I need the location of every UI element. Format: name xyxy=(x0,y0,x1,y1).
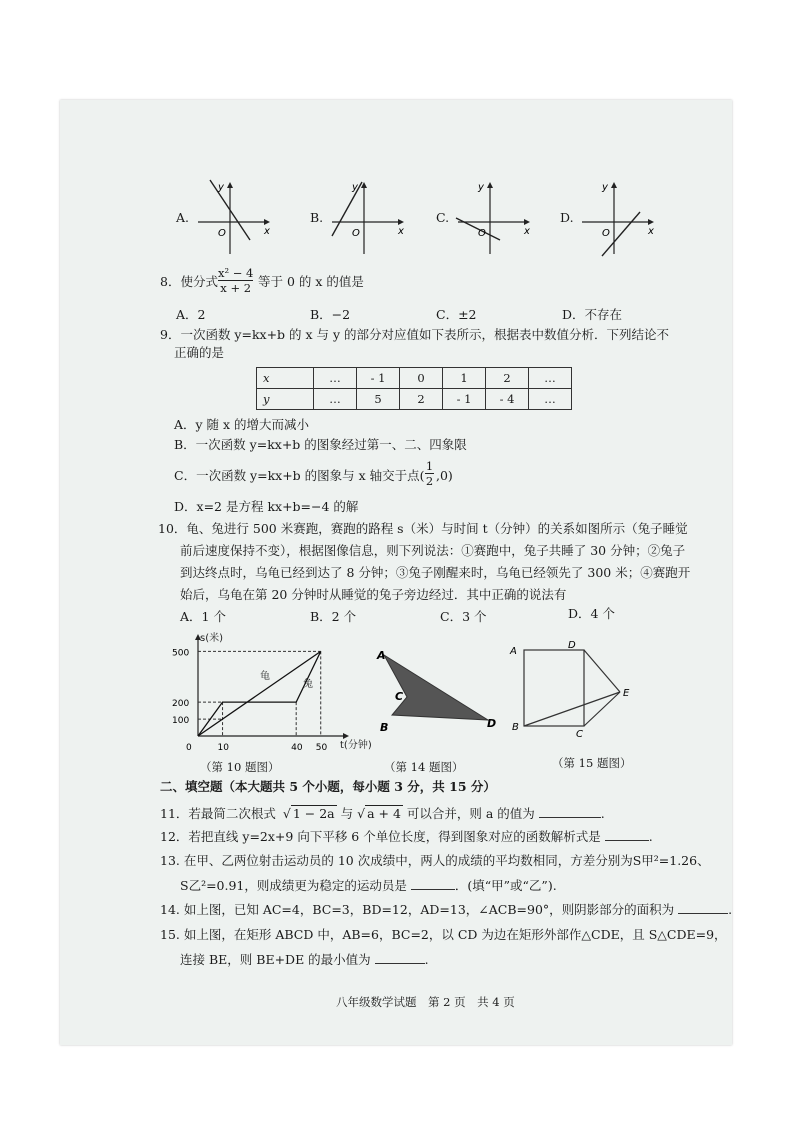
q10-stem-line3: 到达终点时，乌龟已经到达了 8 分钟；③兔子刚醒来时，乌龟已经领先了 300 米；④赛跑开 xyxy=(180,565,691,580)
table-cell: 1 xyxy=(443,368,486,389)
fig10-tortoise-label: 龟 xyxy=(260,671,270,682)
q12-answer-blank xyxy=(605,840,649,841)
y-axis-label: y xyxy=(478,182,484,193)
q15-line2-text: 连接 BE，则 BE+DE 的最小值为 xyxy=(180,952,371,967)
fraction-denominator: 2 xyxy=(425,474,434,488)
q14-text: 14. 如上图，已知 AC=4，BC=3，BD=12，AD=13，∠ACB=90°，则阴影部分的面积为 xyxy=(160,902,675,917)
fig15-label-e: E xyxy=(623,688,630,699)
table-cell: 5 xyxy=(357,389,400,410)
q14-answer-blank xyxy=(678,913,728,914)
q8-option-d: D．不存在 xyxy=(562,307,623,322)
q13-line2-end: ．(填“甲”或“乙”). xyxy=(454,878,557,893)
y-axis-label: y xyxy=(602,182,608,193)
fig10-y-tick-label: 100 xyxy=(172,716,190,727)
q15-answer-blank xyxy=(375,963,425,964)
q12-text: 12．若把直线 y=2x+9 向下平移 6 个单位长度，得到图象对应的函数解析式是 xyxy=(160,829,601,844)
q13-stem-line1: 13. 在甲、乙两位射击运动员的 10 次成绩中，两人的成绩的平均数相同，方差分别为S甲²=1.26、 xyxy=(160,853,710,868)
table-cell: - 1 xyxy=(443,389,486,410)
q15-end: . xyxy=(424,952,429,967)
table-cell: … xyxy=(529,389,572,410)
q7-option-c-graph xyxy=(454,178,534,258)
table-cell: 2 xyxy=(486,368,529,389)
q11-middle: 与 xyxy=(340,806,354,821)
fig14-diagram xyxy=(372,645,502,745)
q7-option-a-label: A. xyxy=(176,210,190,225)
fraction-numerator: 1 xyxy=(425,459,434,473)
q11-stem xyxy=(160,806,605,822)
y-axis-arrow-icon xyxy=(487,182,493,188)
table-cell: - 1 xyxy=(357,368,400,389)
fig15-segment-de xyxy=(584,650,620,692)
q8-fraction xyxy=(218,266,253,295)
fig14-label-d: D xyxy=(487,717,497,730)
q12-end: . xyxy=(648,829,653,844)
q15-stem-line2 xyxy=(180,952,429,968)
table-row xyxy=(257,389,572,410)
q7-option-c-label: C. xyxy=(436,210,450,225)
table-cell: … xyxy=(314,368,357,389)
q7-option-d-graph xyxy=(578,178,658,258)
q10-stem-line4: 始后，乌龟在第 20 分钟时从睡觉的兔子旁边经过．其中正确的说法有 xyxy=(180,587,567,602)
q8-option-a: A．2 xyxy=(176,307,206,322)
q9-stem-line2: 正确的是 xyxy=(174,345,225,360)
origin-label: O xyxy=(352,228,360,239)
q11-radicand-2: a + 4 xyxy=(367,806,401,821)
q8-number: 8．使分式 xyxy=(160,274,218,289)
fig14-label-b: B xyxy=(380,721,389,734)
fig10-y-axis-label: s(米) xyxy=(200,633,224,644)
table-cell: … xyxy=(314,389,357,410)
q11-prefix: 11．若最简二次根式 xyxy=(160,806,276,821)
q9-option-c-prefix: C．一次函数 y=kx+b 的图象与 x 轴交于点( xyxy=(174,468,425,483)
fig10-x-axis-label: t(分钟) xyxy=(340,740,372,751)
q15-stem-line1: 15. 如上图，在矩形 ABCD 中，AB=6，BC=2，以 CD 为边在矩形外部作△CDE，且 S△CDE=9， xyxy=(160,927,727,942)
table-cell: - 4 xyxy=(486,389,529,410)
q9-option-b: B．一次函数 y=kx+b 的图象经过第一、二、四象限 xyxy=(174,437,467,452)
q10-option-c: C．3 个 xyxy=(440,609,487,624)
fig10-x-tick-label: 10 xyxy=(217,743,229,753)
x-axis-label: x xyxy=(648,226,654,237)
fig15-segment-ce xyxy=(584,692,620,726)
q12-stem xyxy=(160,829,653,845)
fig14-label-a: A xyxy=(377,649,386,662)
x-axis-arrow-icon xyxy=(264,219,270,225)
q8-option-b: B．−2 xyxy=(310,307,351,322)
fig10-series-tortoise-line xyxy=(198,651,321,736)
fig10-y-tick-label: 200 xyxy=(172,699,190,710)
q7-option-b-graph xyxy=(328,178,408,258)
page-footer: 八年级数学试题 第 2 页 共 4 页 xyxy=(336,995,515,1009)
q9-option-a: A．y 随 x 的增大而减小 xyxy=(174,417,310,432)
y-axis-label: y xyxy=(218,182,224,193)
x-axis-arrow-icon xyxy=(398,219,404,225)
fig14-shaded-region xyxy=(384,655,488,720)
fig15-diagram xyxy=(508,640,648,740)
fig10-y-tick-label: 500 xyxy=(172,648,190,659)
q10-option-b: B．2 个 xyxy=(310,609,357,624)
q7-option-d-label: D. xyxy=(560,210,574,225)
y-axis-arrow-icon xyxy=(611,182,617,188)
x-axis-label: x xyxy=(264,226,270,237)
origin-label: O xyxy=(602,228,610,239)
fig10-x-arrow-icon xyxy=(343,733,349,739)
q8-stem-tail: 等于 0 的 x 的值是 xyxy=(258,274,364,289)
q10-option-d: D．4 个 xyxy=(568,606,615,621)
q7-option-a-graph xyxy=(194,178,274,258)
fig10-x-tick-label: 50 xyxy=(315,743,328,753)
x-axis-label: x xyxy=(524,226,530,237)
x-axis-arrow-icon xyxy=(648,219,654,225)
fig10-x-tick-label: 0 xyxy=(186,743,192,753)
section2-heading: 二、填空题（本大题共 5 个小题，每小题 3 分，共 15 分） xyxy=(160,779,496,794)
fig10-caption: （第 10 题图） xyxy=(200,760,280,774)
q13-line2-text: S乙²=0.91，则成绩更为稳定的运动员是 xyxy=(180,878,407,893)
fig15-label-c: C xyxy=(576,729,583,740)
table-row xyxy=(257,368,572,389)
fig15-segment-be xyxy=(524,692,620,726)
fig14-caption: （第 14 题图） xyxy=(384,760,464,774)
sqrt-symbol-icon: √ xyxy=(282,806,291,821)
q9-stem-line1: 9．一次函数 y=kx+b 的 x 与 y 的部分对应值如下表所示，根据表中数值分析．下列结论不 xyxy=(160,327,670,342)
fig15-rectangle-abcd xyxy=(524,650,584,726)
table-cell: 2 xyxy=(400,389,443,410)
q9-option-d: D．x=2 是方程 kx+b=−4 的解 xyxy=(174,499,359,514)
q14-end: . xyxy=(728,902,733,917)
fig15-label-d: D xyxy=(568,640,576,651)
q10-option-a: A．1 个 xyxy=(180,609,226,624)
q10-stem-line2: 前后速度保持不变），根据图像信息，则下列说法：①赛跑中，兔子共睡了 30 分钟；②兔子 xyxy=(180,543,686,558)
y-axis-label: y xyxy=(352,182,358,193)
sqrt-symbol-icon: √ xyxy=(357,806,366,821)
fig15-caption: （第 15 题图） xyxy=(552,756,632,770)
q8-option-c: C．±2 xyxy=(436,307,477,322)
origin-label: O xyxy=(218,228,226,239)
q11-suffix: 可以合并，则 a 的值为 xyxy=(406,806,535,821)
fig10-chart xyxy=(168,628,372,753)
table-cell: y xyxy=(257,389,314,410)
q9-option-c-suffix: ,0) xyxy=(436,468,453,483)
fig10-rabbit-label: 兔 xyxy=(303,679,313,690)
q10-stem-line1: 10．龟、兔进行 500 米赛跑，赛跑的路程 s（米）与时间 t（分钟）的关系如图所示（兔子睡觉 xyxy=(158,521,688,536)
q9-value-table xyxy=(256,367,572,410)
q11-end: . xyxy=(600,806,605,821)
y-axis-arrow-icon xyxy=(227,182,233,188)
q9-option-c-fraction xyxy=(425,459,434,488)
fig10-x-tick-label: 40 xyxy=(291,743,303,753)
q7-option-b-label: B. xyxy=(310,210,324,225)
q11-radicand-1: 1 − 2a xyxy=(292,806,335,821)
fig14-label-c: C xyxy=(395,690,404,703)
fig15-label-b: B xyxy=(512,722,519,733)
x-axis-arrow-icon xyxy=(524,219,530,225)
q11-answer-blank xyxy=(539,817,601,818)
origin-label: O xyxy=(478,228,486,239)
fig15-label-a: A xyxy=(510,646,517,657)
table-cell: x xyxy=(257,368,314,389)
q13-stem-line2 xyxy=(180,878,557,894)
table-cell: … xyxy=(529,368,572,389)
q13-answer-blank xyxy=(411,889,455,890)
x-axis-label: x xyxy=(398,226,404,237)
q14-stem xyxy=(160,902,732,918)
q8-fraction-numerator: x² − 4 xyxy=(218,266,254,280)
table-cell: 0 xyxy=(400,368,443,389)
q8-fraction-denominator: x + 2 xyxy=(220,281,252,295)
